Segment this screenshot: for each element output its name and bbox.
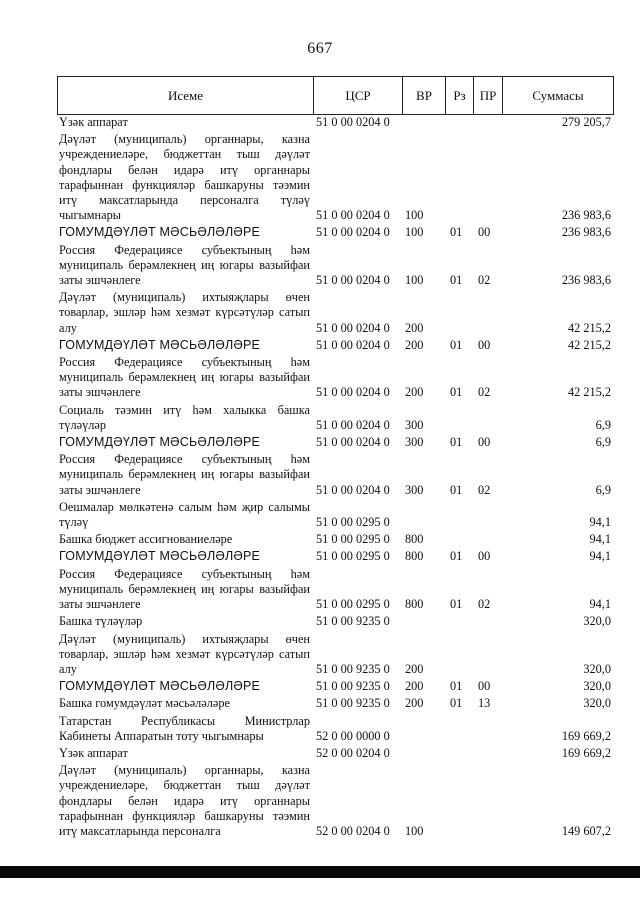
cell-sum: 169 669,2	[561, 728, 611, 743]
cell-pr: 00	[478, 337, 491, 352]
cell-vr: 200	[405, 679, 424, 694]
cell-vr: 100	[405, 823, 424, 838]
cell-pr: 02	[478, 385, 491, 400]
cell-sum: 94,1	[589, 597, 611, 612]
table-row	[57, 500, 614, 532]
cell-csr: 51 0 00 0204 0	[316, 208, 390, 223]
cell-csr: 51 0 00 0295 0	[316, 549, 390, 564]
cell-name: ГОМУМДӘҮЛӘТ МӘСЬӘЛӘЛӘРЕ	[59, 679, 261, 694]
cell-name: Дәүләт (муниципаль) органнары, казна учреждениеләре, бюджеттан тыш дәүләт фондлары белән идарә итү органнары тарафыннан функцияләр башкаруны тәэмин итү максатларында персоналга түләү чыгымнары	[59, 132, 310, 223]
table-row	[57, 632, 614, 680]
cell-vr: 200	[405, 337, 424, 352]
table-row	[57, 763, 614, 841]
cell-name: Үзәк аппарат	[59, 745, 128, 760]
table-row	[57, 243, 614, 291]
table-row	[57, 679, 614, 696]
cell-vr: 100	[405, 273, 424, 288]
cell-sum: 42 215,2	[567, 385, 611, 400]
table-row	[57, 355, 614, 403]
cell-csr: 51 0 00 0204 0	[316, 417, 390, 432]
cell-csr: 52 0 00 0204 0	[316, 823, 390, 838]
cell-rz: 01	[450, 679, 463, 694]
cell-vr: 100	[405, 225, 424, 240]
header-sum: Суммасы	[502, 77, 614, 114]
table-row	[57, 452, 614, 500]
header-pr: ПР	[473, 77, 502, 114]
cell-sum: 42 215,2	[567, 337, 611, 352]
cell-name: Дәүләт (муниципаль) ихтыяҗлары өчен товарлар, эшләр һәм хезмәт күрсәтүләр сатып алу	[59, 290, 310, 335]
cell-rz: 01	[450, 597, 463, 612]
cell-rz: 01	[450, 225, 463, 240]
table-row	[57, 549, 614, 566]
header-csr: ЦСР	[313, 77, 402, 114]
cell-rz: 01	[450, 482, 463, 497]
table-header	[57, 76, 614, 115]
cell-sum: 94,1	[589, 532, 611, 547]
table-row	[57, 338, 614, 355]
header-rz: Рз	[445, 77, 473, 114]
cell-csr: 51 0 00 0295 0	[316, 532, 390, 547]
cell-rz: 01	[450, 385, 463, 400]
cell-sum: 320,0	[583, 696, 611, 711]
table-row	[57, 132, 614, 225]
page-number: 667	[307, 40, 333, 57]
scan-bottom-band	[0, 866, 640, 878]
cell-csr: 51 0 00 0204 0	[316, 115, 390, 129]
cell-vr: 100	[405, 208, 424, 223]
cell-sum: 169 669,2	[561, 745, 611, 760]
cell-pr: 00	[478, 225, 491, 240]
cell-name: Дәүләт (муниципаль) органнары, казна учреждениеләре, бюджеттан тыш дәүләт фондлары белән идарә итү органнары тарафыннан функцияләр башкаруны тәэмин итү максатларында персоналга	[59, 763, 310, 838]
cell-name: Башка гомумдәүләт мәсьәләләре	[59, 696, 230, 711]
cell-vr: 800	[405, 549, 424, 564]
cell-name: Социаль тәэмин итү һәм халыкка башка түләүләр	[59, 402, 310, 432]
cell-csr: 51 0 00 0295 0	[316, 515, 390, 530]
cell-name: Россия Федерациясе субъектының һәм муниципаль берәмлекнең иң югары вазыйфаи заты эшчәнлеге	[59, 242, 310, 288]
cell-sum: 6,9	[595, 435, 611, 450]
cell-csr: 51 0 00 0295 0	[316, 597, 390, 612]
cell-sum: 94,1	[589, 515, 611, 530]
table-row	[57, 115, 614, 132]
cell-sum: 279 205,7	[561, 115, 611, 129]
table-row	[57, 532, 614, 549]
table-row	[57, 696, 614, 713]
cell-sum: 320,0	[583, 661, 611, 676]
cell-csr: 51 0 00 0204 0	[316, 435, 390, 450]
cell-csr: 51 0 00 0204 0	[316, 225, 390, 240]
cell-name: Башка бюджет ассигнованиеләре	[59, 532, 233, 547]
cell-vr: 200	[405, 661, 424, 676]
cell-pr: 02	[478, 273, 491, 288]
cell-name: Башка түләүләр	[59, 614, 143, 629]
cell-name: Үзәк аппарат	[59, 115, 128, 129]
cell-sum: 149 607,2	[561, 823, 611, 838]
cell-sum: 6,9	[595, 482, 611, 497]
cell-vr: 300	[405, 417, 424, 432]
cell-sum: 236 983,6	[561, 225, 611, 240]
cell-name: ГОМУМДӘҮЛӘТ МӘСЬӘЛӘЛӘРЕ	[59, 549, 261, 564]
cell-name: ГОМУМДӘҮЛӘТ МӘСЬӘЛӘЛӘРЕ	[59, 337, 261, 352]
table-row	[57, 714, 614, 746]
cell-pr: 00	[478, 679, 491, 694]
cell-sum: 42 215,2	[567, 320, 611, 335]
table-body	[57, 115, 614, 841]
cell-csr: 51 0 00 0204 0	[316, 385, 390, 400]
cell-rz: 01	[450, 696, 463, 711]
cell-csr: 52 0 00 0204 0	[316, 745, 390, 760]
table-row	[57, 614, 614, 631]
cell-csr: 51 0 00 9235 0	[316, 661, 390, 676]
cell-name: Россия Федерациясе субъектының һәм муниципаль берәмлекнең иң югары вазыйфаи заты эшчәнлеге	[59, 355, 310, 400]
budget-table	[57, 76, 614, 841]
cell-sum: 236 983,6	[561, 273, 611, 288]
cell-vr: 800	[405, 597, 424, 612]
cell-csr: 51 0 00 9235 0	[316, 679, 390, 694]
cell-sum: 320,0	[583, 614, 611, 629]
table-row	[57, 290, 614, 338]
table-row	[57, 403, 614, 435]
cell-csr: 51 0 00 0204 0	[316, 482, 390, 497]
cell-rz: 01	[450, 549, 463, 564]
cell-name: Россия Федерациясе субъектының һәм муниципаль берәмлекнең иң югары вазыйфаи заты эшчәнлеге	[59, 452, 310, 497]
cell-pr: 00	[478, 435, 491, 450]
cell-name: ГОМУМДӘҮЛӘТ МӘСЬӘЛӘЛӘРЕ	[59, 225, 261, 240]
cell-vr: 200	[405, 320, 424, 335]
cell-pr: 13	[478, 696, 491, 711]
cell-vr: 300	[405, 435, 424, 450]
cell-csr: 51 0 00 0204 0	[316, 273, 390, 288]
cell-name: ГОМУМДӘҮЛӘТ МӘСЬӘЛӘЛӘРЕ	[59, 435, 261, 450]
cell-pr: 02	[478, 597, 491, 612]
table-row	[57, 567, 614, 615]
cell-rz: 01	[450, 337, 463, 352]
cell-vr: 300	[405, 482, 424, 497]
cell-name: Оешмалар мөлкәтенә салым һәм җир салымы түләү	[59, 499, 310, 530]
cell-vr: 200	[405, 385, 424, 400]
header-vr: ВР	[402, 77, 445, 114]
cell-rz: 01	[450, 435, 463, 450]
cell-csr: 51 0 00 9235 0	[316, 614, 390, 629]
cell-vr: 800	[405, 532, 424, 547]
cell-csr: 51 0 00 9235 0	[316, 696, 390, 711]
cell-sum: 236 983,6	[561, 208, 611, 223]
table-row	[57, 435, 614, 452]
cell-vr: 200	[405, 696, 424, 711]
cell-pr: 02	[478, 482, 491, 497]
cell-sum: 320,0	[583, 679, 611, 694]
cell-csr: 51 0 00 0204 0	[316, 320, 390, 335]
cell-pr: 00	[478, 549, 491, 564]
table-row	[57, 225, 614, 242]
cell-sum: 6,9	[595, 417, 611, 432]
cell-csr: 52 0 00 0000 0	[316, 728, 390, 743]
cell-rz: 01	[450, 273, 463, 288]
cell-csr: 51 0 00 0204 0	[316, 337, 390, 352]
cell-name: Россия Федерациясе субъектының һәм муниципаль берәмлекнең иң югары вазыйфаи заты эшчәнлеге	[59, 566, 310, 612]
cell-name: Дәүләт (муниципаль) ихтыяҗлары өчен товарлар, эшләр һәм хезмәт күрсәтүләр сатып алу	[59, 631, 310, 676]
header-name: Исеме	[57, 77, 313, 114]
cell-sum: 94,1	[589, 549, 611, 564]
cell-name: Татарстан Республикасы Министрлар Кабинеты Аппаратын тоту чыгымнары	[59, 713, 310, 743]
table-row	[57, 746, 614, 763]
